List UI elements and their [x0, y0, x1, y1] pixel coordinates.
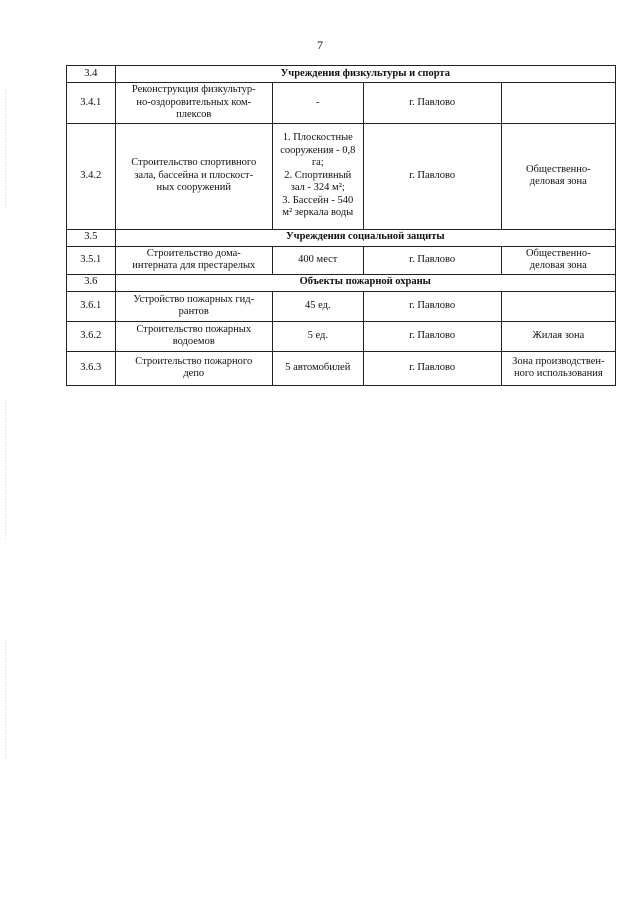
object-name-line: ных сооружений: [156, 182, 232, 194]
item-number: 3.6.2: [67, 321, 116, 351]
functional-zone-line: деловая зона: [529, 260, 587, 271]
table-row: [67, 321, 616, 351]
object-name-line: водоемов: [172, 336, 215, 347]
object-name-line: но-оздоровительных ком-: [136, 96, 252, 108]
object-name-line: зала, бассейна и плоскост-: [134, 169, 254, 181]
capacity-line: 3. Бассейн - 540: [282, 194, 354, 206]
item-number: 3.5.1: [67, 246, 116, 274]
capacity: [272, 351, 363, 385]
object-name-line: плексов: [176, 109, 212, 120]
object-name: [115, 291, 272, 321]
location: г. Павлово: [363, 351, 501, 385]
capacity: [272, 246, 363, 274]
functional-zone: [501, 123, 615, 229]
capacity-line: 45 ед.: [304, 299, 331, 311]
object-name-line: Строительство спортивного: [131, 157, 257, 169]
functional-zone-line: Зона производствен-: [512, 355, 605, 367]
object-name: [115, 246, 272, 274]
section-title: Учреждения физкультуры и спорта: [115, 66, 615, 83]
functional-zone: [501, 351, 615, 385]
capacity-line: сооружения - 0,8: [280, 144, 356, 156]
section-row: [67, 274, 616, 291]
object-name-line: Строительство пожарных: [136, 323, 252, 335]
capacity-line: 5 автомобилей: [285, 361, 351, 373]
page-number: 7: [317, 38, 323, 52]
location: г. Павлово: [363, 291, 501, 321]
planning-table-body: [67, 66, 616, 386]
object-name-line: Реконструкция физкультур-: [131, 84, 256, 95]
capacity-line: 1. Плоскостные: [282, 132, 353, 144]
section-title: Учреждения социальной защиты: [115, 229, 615, 246]
section-number: 3.4: [67, 66, 116, 83]
table-row: [67, 123, 616, 229]
object-name-line: Строительство пожарного: [135, 355, 253, 367]
item-number: 3.4.2: [67, 123, 116, 229]
location: г. Павлово: [363, 321, 501, 351]
capacity: [272, 123, 363, 229]
section-number: 3.5: [67, 229, 116, 246]
table-row: [67, 291, 616, 321]
scan-artifact-middle: [5, 400, 6, 540]
object-name: [115, 351, 272, 385]
capacity-line: га;: [311, 157, 324, 169]
capacity: [272, 291, 363, 321]
capacity: [272, 83, 363, 124]
scan-artifact-lower: [5, 640, 6, 760]
functional-zone-line: Общественно-: [525, 247, 591, 259]
capacity-line: 400 мест: [298, 253, 338, 265]
functional-zone: [501, 291, 615, 321]
item-number: 3.6.3: [67, 351, 116, 385]
capacity-line: -: [316, 96, 320, 108]
section-title: Объекты пожарной охраны: [115, 274, 615, 291]
section-row: [67, 229, 616, 246]
functional-zone: [501, 246, 615, 274]
table-row: [67, 83, 616, 124]
table-row: [67, 351, 616, 385]
item-number: 3.4.1: [67, 83, 116, 124]
functional-zone: [501, 83, 615, 124]
location: г. Павлово: [363, 83, 501, 124]
location: г. Павлово: [363, 123, 501, 229]
object-name-line: интерната для престарелых: [132, 260, 256, 271]
scan-artifact-upper: [5, 90, 6, 210]
object-name-line: Устройство пожарных гид-: [133, 293, 255, 305]
functional-zone-line: деловая зона: [529, 176, 587, 187]
object-name: [115, 123, 272, 229]
item-number: 3.6.1: [67, 291, 116, 321]
planning-table: [66, 65, 616, 386]
location: г. Павлово: [363, 246, 501, 274]
capacity-line: 2. Спортивный: [284, 169, 352, 181]
section-row: [67, 66, 616, 83]
capacity-line: м² зеркала воды: [282, 207, 354, 219]
functional-zone-line: Жилая зона: [532, 329, 585, 341]
functional-zone: [501, 321, 615, 351]
table-row: [67, 246, 616, 274]
functional-zone-line: Общественно-: [525, 163, 591, 175]
section-number: 3.6: [67, 274, 116, 291]
capacity-line: зал - 324 м²;: [290, 182, 345, 194]
object-name-line: Строительство дома-: [146, 247, 241, 259]
object-name-line: депо: [183, 368, 205, 379]
functional-zone-line: ного использования: [513, 368, 603, 379]
object-name: [115, 83, 272, 124]
capacity-line: 5 ед.: [307, 329, 328, 341]
object-name-line: рантов: [178, 306, 209, 317]
object-name: [115, 321, 272, 351]
capacity: [272, 321, 363, 351]
